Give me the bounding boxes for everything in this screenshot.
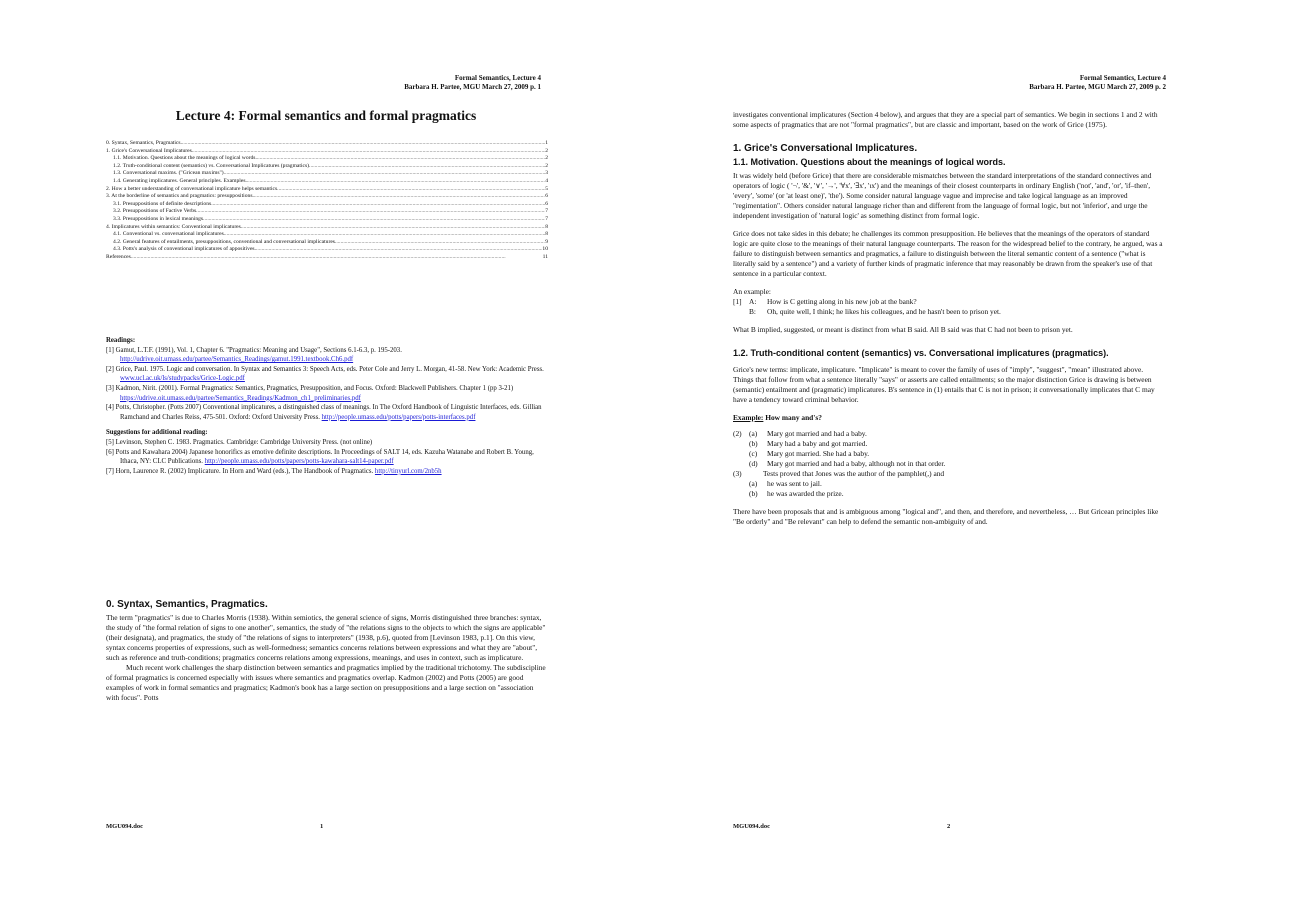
reference-link[interactable]: http://people.umass.edu/potts/papers/potts-interfaces.pdf	[321, 413, 476, 421]
toc-entry[interactable]	[106, 246, 548, 254]
example-number: (2)	[733, 429, 742, 438]
example-3-line	[733, 469, 1165, 479]
example-text: Mary got married and had a baby, although not in that order.	[767, 459, 946, 468]
paragraph-implicature-terms: Grice's new terms: implicate, implicature. "Implicate" is meant to cover the family of uses of "imply", "suggest", "mean" illustrated above. Things that follow from what a sentence literally "says" or asserts are called entailments; so the major distinction Grice is drawing is between (semantic) entailment and (pragmatic) implicatures. B's sentence in (1) entails that C is not in prison; it conversationally implicates that C may have a tendency toward criminal behavior.	[733, 365, 1155, 404]
footer-filename: MGU094.doc	[106, 823, 144, 830]
section-1-1-heading: 1.1. Motivation. Questions about the meanings of logical words.	[733, 157, 1006, 167]
example-2-item	[733, 449, 1165, 459]
example-text: Tests proved that Jones was the author of the pamphlet(,) and	[763, 469, 945, 478]
paragraph-grice-position: Grice does not take sides in this debate; he challenges its common presupposition. He believes that the meanings of the operators of standard logic are quite close to the meanings of their natural language counterparts. The reason for the widespread belief to the contrary, he argued, was a failure to distinguish between semantics and pragmatics, a failure to distinguish between the literal semantic content of a sentence ("what is literally said by a sentence") and a variety of further kinds of pragmatic inference that may reasonably be drawn from the speaker's use of that sentence in a particular context.	[733, 229, 1163, 278]
example-3-item	[733, 479, 1165, 489]
toc-dot-leader	[131, 254, 543, 262]
toc-entry-page: 3	[545, 170, 548, 177]
example-text: Mary got married and had a baby.	[767, 429, 867, 438]
reference-text: Grice, Paul. 1975. Logic and conversation. In Syntax and Semantics 3: Speech Acts, eds. Peter Cole and Jerry L. Morgan, 41-58. New York: Academic Press.	[115, 365, 544, 373]
footer-filename: MGU094.doc	[733, 823, 771, 830]
toc-dot-leader	[247, 178, 545, 186]
speaker-label: B:	[749, 307, 756, 316]
section-0-heading: 0. Syntax, Semantics, Pragmatics.	[106, 599, 268, 610]
example-heading-question: How many and's?	[763, 413, 822, 422]
reference-number: [7]	[106, 467, 116, 475]
toc-entry[interactable]	[106, 178, 548, 186]
example-number	[733, 479, 749, 489]
example-number: [1]	[733, 297, 742, 306]
reference-number: [3]	[106, 384, 116, 392]
reference-item	[106, 448, 548, 467]
toc-entry-title: 3.2. Presuppositions of Factive Verbs.	[113, 208, 198, 215]
toc-dot-leader	[254, 193, 545, 201]
footer-page-number: 1	[320, 823, 324, 830]
toc-dot-leader	[279, 186, 546, 194]
reference-number: [2]	[106, 365, 116, 373]
reference-link[interactable]: www.ucl.ac.uk/ls/studypacks/Grice-Logic.pdf	[120, 375, 245, 383]
toc-entry-page: 8	[545, 231, 548, 238]
paragraph-logical-words: It was widely held (before Grice) that there are considerable mismatches between the standard interpretations of the standard connectives and operators of logic ( '¬', '&', '∨', '→', '∀x', '∃x', 'ιx') and the meanings of their closest counterparts in ordinary English ('not', 'and', 'or', 'if–then', 'every', 'some' (or 'at least one)', 'the'). Some consider natural language vague and imprecise and take logical language as an improved "regimentation". Others consider natural language richer than and different from the language of formal logic, but not 'inferior', and urge the independent investigation of 'natural logic' as something distinct from formal logic.	[733, 171, 1152, 220]
reference-number: [4]	[106, 404, 116, 412]
reference-item	[106, 438, 548, 448]
reference-text: Levinson, Stephen C. 1983. Pragmatics. Cambridge: Cambridge University Press. (not online)	[115, 438, 373, 446]
toc-entry-title: 2. How a better understanding of conversational implicature helps semantics.	[106, 185, 279, 192]
example-label: (d)	[749, 459, 758, 468]
toc-entry[interactable]	[106, 163, 548, 171]
lecture-title: Lecture 4: Formal semantics and formal pragmatics	[175, 108, 477, 123]
example-label: (c)	[749, 449, 758, 458]
toc-entry-page: 6	[545, 200, 548, 207]
toc-entry-title: 4.2. General features of entailments, presuppositions, conventional and conversational implicatures.	[113, 238, 337, 245]
toc-entry-page: 7	[545, 215, 548, 222]
reference-item	[106, 365, 548, 384]
toc-entry-title: 4.3. Potts's analysis of conventional implicatures of appositives.	[113, 246, 257, 253]
example-2-item	[733, 459, 1165, 469]
reference-item	[106, 384, 548, 403]
reference-text: Potts and Kawahara 2004) Japanese honorifics as emotive definite descriptions. In Proceedings of SALT 14, eds. Kazuha Watanabe and Robert B. Young, Ithaca, NY: CLC Publications.	[115, 448, 534, 466]
toc-entry[interactable]	[106, 155, 548, 163]
toc-entry-title: 1.4. Generating implicatures. General principles. Examples.	[113, 177, 247, 184]
section-1-2-heading: 1.2. Truth-conditional content (semantics) vs. Conversational implicatures (pragmatics).	[733, 348, 1109, 358]
paragraph-and-ambiguity: There have been proposals that and is ambiguous among "logical and", and then, and therefore, and nevertheless, … But Gricean principles like "Be orderly" and "Be relevant" can help to defend the semantic non-ambiguity of and.	[733, 507, 1159, 526]
toc-dot-leader	[182, 140, 545, 148]
example-number: (3)	[733, 469, 742, 478]
readings-heading: Readings:	[106, 337, 136, 344]
toc-entry[interactable]	[106, 208, 548, 216]
toc-dot-leader	[310, 163, 545, 171]
toc-entry-title: 1.3. Conversational maxims. ("Gricean maxims")	[113, 170, 224, 177]
example-text: Mary got married. She had a baby.	[767, 449, 870, 458]
reference-text: Kadmon, Nirit. (2001). Formal Pragmatics: Semantics, Pragmatics, Presupposition, and Focus. Oxford: Blackwell Publishers. Chapter 1 (pp 3-21)	[115, 384, 514, 392]
reference-item	[106, 403, 548, 422]
reference-item	[106, 346, 548, 365]
toc-dot-leader	[193, 148, 545, 156]
example-1-line-b	[733, 307, 1165, 317]
example-heading	[733, 413, 1165, 423]
reference-text: Horn, Laurence R. (2002) Implicature. In Horn and Ward (eds.), The Handbook of Pragmatics.	[115, 467, 375, 475]
toc-dot-leader	[224, 170, 546, 178]
reference-text: Gamut, L.T.F. (1991), Vol. 1, Chapter 6. "Pragmatics: Meaning and Usage", Sections 6.1-6.3, p. 195-203.	[115, 346, 402, 354]
toc-entry-title: 1.2. Truth-conditional content (semantics) vs. Conversational Implicatures (pragmatics).	[113, 162, 311, 169]
example-2-item	[733, 429, 1165, 439]
toc-entry-page: 11	[542, 253, 548, 260]
example-text: How is C getting along in his new job at the bank?	[767, 297, 917, 306]
toc-entry[interactable]	[106, 201, 548, 209]
reference-link[interactable]: http://udrive.oit.umass.edu/partee/Semantics_Readings/gamut.1991.textbook.Ch6.pdf	[120, 356, 354, 364]
reference-link[interactable]: https://udrive.oit.umass.edu/partee/Semantics_Readings/Kadmon_ch1_preliminaries.pdf	[120, 394, 361, 402]
toc-entry-page: 5	[545, 185, 548, 192]
example-2-item	[733, 439, 1165, 449]
toc-dot-leader	[336, 239, 545, 247]
reference-number: [6]	[106, 448, 116, 456]
toc-entry[interactable]	[106, 231, 548, 239]
header-line-2: Barbara H. Partee, MGU March 27, 2009 p. 2	[1029, 83, 1166, 91]
toc-entry[interactable]	[106, 140, 548, 148]
section-1-heading: 1. Grice's Conversational Implicatures.	[733, 143, 918, 154]
toc-entry[interactable]	[106, 239, 548, 247]
toc-entry-title: 4. Implicatures within semantics: Conventional implicatures.	[106, 223, 243, 230]
toc-entry-title: References	[106, 253, 131, 260]
example-1-line-a	[733, 297, 1165, 307]
toc-entry-page: 4	[545, 177, 548, 184]
paragraph-what-b-said: What B implied, suggested, or meant is distinct from what B said. All B said was that C had not been to prison yet.	[733, 325, 1073, 334]
example-text: Oh, quite well, I think; he likes his colleagues, and he hasn't been to prison yet.	[767, 307, 1001, 316]
toc-entry[interactable]	[106, 224, 548, 232]
toc-dot-leader	[205, 216, 546, 224]
toc-entry-title: 0. Syntax, Semantics, Pragmatics.	[106, 140, 182, 146]
speaker-label: A:	[749, 297, 757, 306]
toc-entry-title: 3.3. Presuppositions in lexical meanings.	[113, 215, 205, 222]
running-header	[1029, 74, 1166, 92]
example-3-list	[733, 479, 1165, 499]
footer-page-number: 2	[947, 823, 951, 830]
toc-entry-title: 1. Grice's Conversational Implicatures.	[106, 147, 194, 154]
toc-entry[interactable]	[106, 216, 548, 224]
toc-entry-title: 4.1. Conventional vs. conversational implicatures.	[113, 231, 226, 238]
toc-entry-page: 6	[545, 193, 548, 200]
toc-entry-title: 1.1. Motivation. Questions about the meanings of logical words.	[113, 155, 257, 162]
example-label: (b)	[749, 489, 758, 498]
reference-text: Potts, Christopher. (Potts 2007) Conventional implicatures, a distinguished class of meanings. In The Oxford Handbook of Linguistic Interfaces, eds. Gillian Ramchand and Charles Reiss, 475-501. Oxford: Oxford University Press.	[115, 404, 542, 421]
example-number	[733, 439, 749, 449]
example-number	[733, 449, 749, 459]
example-text: Mary had a baby and got married.	[767, 439, 868, 448]
toc-entry[interactable]	[106, 148, 548, 156]
suggestions-list	[106, 438, 548, 476]
readings-section	[106, 336, 548, 476]
toc-entry-title: 3. At the borderline of semantics and pragmatics: presuppositions.	[106, 193, 254, 200]
table-of-contents	[106, 140, 548, 262]
header-line-1: Formal Semantics, Lecture 4	[1079, 74, 1166, 82]
toc-entry-page: 7	[545, 208, 548, 215]
example-text: he was sent to jail.	[767, 479, 822, 488]
example-2-list	[733, 429, 1165, 469]
example-intro: An example:	[733, 287, 771, 296]
suggestions-heading: Suggestions for additional reading:	[106, 429, 208, 437]
reference-number: [5]	[106, 438, 116, 446]
example-number	[733, 489, 749, 499]
toc-entry-page: 1	[545, 140, 548, 146]
running-header	[404, 74, 541, 92]
toc-dot-leader	[225, 231, 545, 239]
reference-item	[106, 467, 548, 477]
toc-dot-leader	[198, 208, 546, 216]
toc-entry-page: 2	[545, 147, 548, 154]
readings-list	[106, 346, 548, 423]
reference-link[interactable]: http://people.umass.edu/potts/papers/potts-kawahara-salt14-paper.pdf	[204, 458, 394, 466]
example-heading-label: Example:	[733, 413, 764, 422]
example-label: (a)	[749, 479, 758, 488]
toc-dot-leader	[242, 224, 545, 232]
example-label: (b)	[749, 439, 758, 448]
toc-entry[interactable]	[106, 186, 548, 194]
example-3-item	[733, 489, 1165, 499]
toc-entry[interactable]	[106, 254, 548, 262]
example-number	[733, 459, 749, 469]
toc-entry-title: 3.1. Presuppositions of definite descriptions.	[113, 200, 213, 207]
reference-link[interactable]: http://tinyurl.com/2nb5h	[374, 467, 442, 475]
toc-entry-page: 9	[545, 238, 548, 245]
toc-entry-page: 8	[545, 223, 548, 230]
page-2-body	[733, 110, 1165, 527]
toc-entry[interactable]	[106, 170, 548, 178]
example-text: he was awarded the prize.	[767, 489, 844, 498]
section-0	[106, 600, 548, 703]
reference-number: [1]	[106, 346, 116, 354]
toc-dot-leader	[257, 155, 545, 163]
toc-dot-leader	[213, 201, 546, 209]
section-0-paragraph-1: The term "pragmatics" is due to Charles Morris (1938). Within semiotics, the general science of signs, Morris distinguished three branches: syntax, the study of "the formal relation of signs to one another", semantics, the study of "the relations signs to the objects to which the signs are applicable" (their designata), and pragmatics, the study of "the relations of signs to interpreters" (1938, p.6), quoted from [Levinson 1983, p.1]. On this view, syntax concerns properties of expressions, such as well-formedness; semantics concerns relations between expressions and what they are "about", such as reference and truth-conditions; pragmatics concerns relations among expressions, meanings, and uses in context, such as implicature.	[106, 613, 546, 662]
page-2	[653, 0, 1306, 924]
toc-entry[interactable]	[106, 193, 548, 201]
toc-entry-page: 10	[542, 246, 548, 253]
header-line-2: Barbara H. Partee, MGU March 27, 2009 p. 1	[404, 83, 541, 91]
toc-entry-page: 2	[545, 155, 548, 162]
section-0-paragraph-2: Much recent work challenges the sharp distinction between semantics and pragmatics implied by the traditional trichotomy. The subdiscipline of formal pragmatics is concerned especially with issues where semantics and pragmatics overlap. Kadmon (2002) and Potts (2005) are good examples of work in formal semantics and pragmatics; Kadmon's book has a large section on presuppositions and a large section on "association with focus". Potts	[106, 663, 546, 702]
intro-paragraph: investigates conventional implicatures (Section 4 below), and argues that they are a special part of semantics. We begin in sections 1 and 2 with some aspects of pragmatics that are not "formal pragmatics", but are classic and important, based on the work of Grice (1975).	[733, 110, 1158, 129]
toc-dot-leader	[256, 246, 542, 254]
header-line-1: Formal Semantics, Lecture 4	[454, 74, 541, 82]
example-label: (a)	[749, 429, 758, 438]
toc-entry-page: 2	[545, 162, 548, 169]
